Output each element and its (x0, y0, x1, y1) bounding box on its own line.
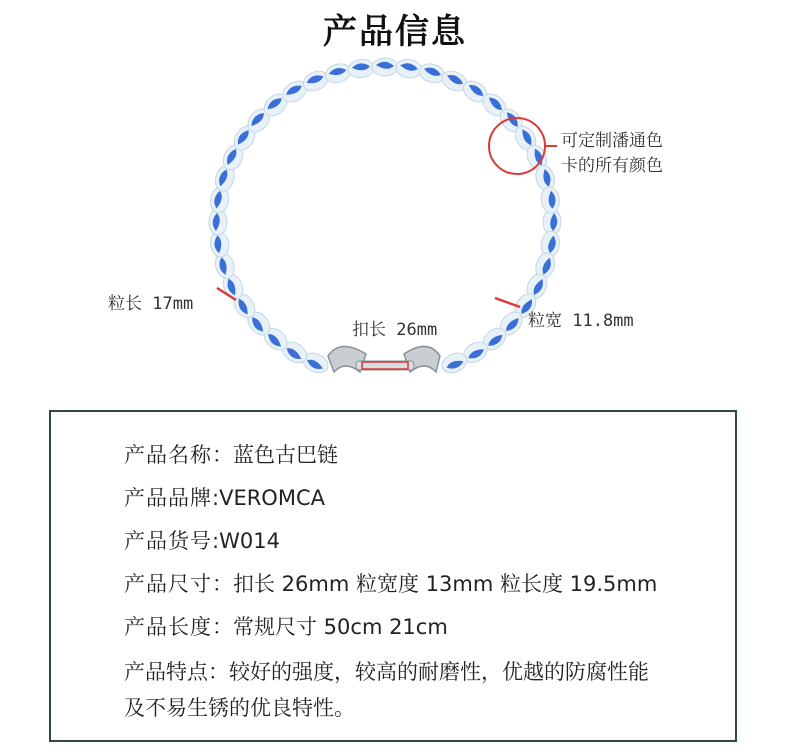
spec-row-features (124, 654, 664, 726)
spec-value: 扣长 26mm 粒宽度 13mm 粒长度 19.5mm (233, 572, 658, 596)
spec-row-name (124, 439, 338, 469)
spec-separator: ： (212, 572, 233, 596)
spec-panel (49, 410, 737, 742)
spec-separator: ： (212, 615, 233, 639)
spec-value: VEROMCA (219, 486, 325, 510)
bead-width-label: 粒宽 11.8mm (528, 311, 634, 331)
chain-link (395, 58, 423, 80)
chain-link (347, 58, 375, 80)
page-title: 产品信息 (323, 12, 467, 52)
spec-label: 产品特点 (124, 660, 208, 684)
bead-length-label: 粒长 17mm (108, 294, 194, 314)
spec-row-size (124, 568, 657, 598)
spec-label: 产品货号 (124, 529, 212, 553)
clasp-length-label: 扣长 26mm (352, 320, 438, 340)
customize-note-line2: 卡的所有颜色 (561, 156, 663, 176)
customize-note-line1: 可定制潘通色 (561, 131, 663, 151)
chain-link (372, 58, 398, 76)
spec-value: 常规尺寸 50cm 21cm (233, 615, 448, 639)
spec-label: 产品品牌 (124, 486, 212, 510)
spec-row-brand (124, 482, 325, 512)
spec-row-length (124, 611, 448, 641)
spec-label: 产品名称 (124, 443, 212, 467)
spec-separator: : (212, 529, 220, 553)
clasp (328, 346, 440, 372)
spec-value: 较好的强度，较高的耐磨性，优越的防腐性能及不易生锈的优良特性。 (124, 660, 649, 720)
spec-label: 产品尺寸 (124, 572, 212, 596)
spec-row-item-number (124, 525, 280, 555)
spec-separator: ： (212, 443, 233, 467)
spec-separator: : (212, 486, 220, 510)
spec-value: 蓝色古巴链 (233, 443, 338, 467)
spec-value: W014 (219, 529, 280, 553)
spec-label: 产品长度 (124, 615, 212, 639)
spec-separator: ： (208, 660, 229, 684)
bead-width-marker (495, 298, 520, 307)
